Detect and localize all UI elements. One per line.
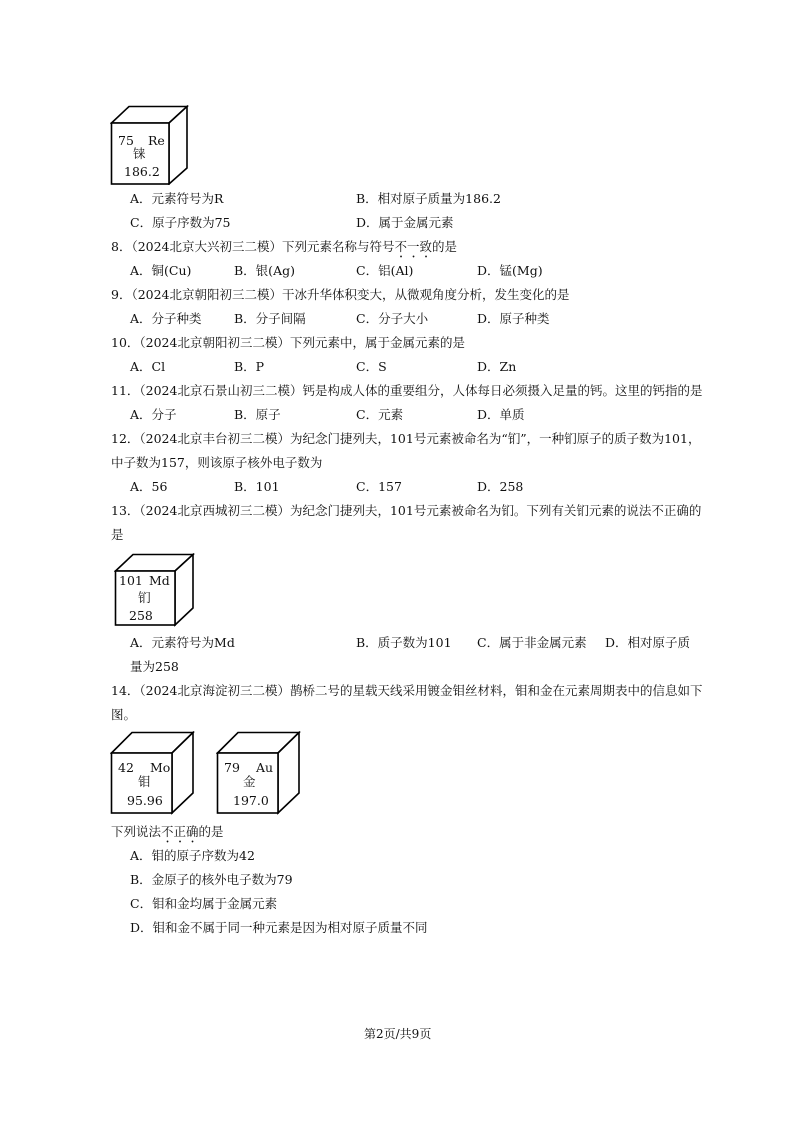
element-symbol: Mo xyxy=(150,760,171,775)
q13-option-c[interactable]: C．属于非金属元素 xyxy=(477,635,587,650)
q13-stem-line1: 13．（2024北京西城初三二模）为纪念门捷列夫，101号元素被命名为钔。下列有关钔元素的说法不正确的 xyxy=(111,503,702,518)
q12-stem-line1: 12．（2024北京丰台初三二模）为纪念门捷列夫，101号元素被命名为“钔”，一种钔原子的质子数为101， xyxy=(111,431,701,446)
q8-option-d[interactable]: D．锰(Mg) xyxy=(477,263,543,278)
q14-prompt-text: 下列说法 xyxy=(111,824,162,839)
q12-option-c[interactable]: C．157 xyxy=(356,479,402,494)
q12-option-b[interactable]: B．101 xyxy=(234,479,280,494)
atomic-number: 42 xyxy=(118,760,134,775)
q8-stem xyxy=(111,239,457,261)
q7-option-c[interactable]: C．原子序数为75 xyxy=(130,215,231,230)
q10-stem: 10．（2024北京朝阳初三二模）下列元素中，属于金属元素的是 xyxy=(111,335,465,350)
q7-option-d[interactable]: D．属于金属元素 xyxy=(356,215,454,230)
q8-option-b[interactable]: B．银(Ag) xyxy=(234,263,295,278)
q12-option-a[interactable]: A．56 xyxy=(130,479,168,494)
q9-option-a[interactable]: A．分子种类 xyxy=(130,311,202,326)
atomic-number: 101 xyxy=(119,573,143,588)
q11-option-a[interactable]: A．分子 xyxy=(130,407,177,422)
element-card-re xyxy=(110,105,190,185)
q9-option-d[interactable]: D．原子种类 xyxy=(477,311,550,326)
q14-option-c[interactable]: C．钼和金均属于金属元素 xyxy=(130,896,278,911)
atomic-mass: 186.2 xyxy=(124,164,160,179)
atomic-mass: 197.0 xyxy=(233,793,269,808)
q14-stem-line1: 14．（2024北京海淀初三二模）鹊桥二号的星载天线采用镀金钼丝材料，钼和金在元素周期表中的信息如下 xyxy=(111,683,703,698)
element-name: 金 xyxy=(243,774,256,789)
element-name: 钔 xyxy=(138,590,151,605)
q12-stem-line2: 中子数为157，则该原子核外电子数为 xyxy=(111,455,323,470)
q13-option-a[interactable]: A．元素符号为Md xyxy=(130,635,235,650)
q14-option-a[interactable]: A．钼的原子序数为42 xyxy=(130,848,255,863)
q11-stem: 11．（2024北京石景山初三二模）钙是构成人体的重要组分，人体每日必须摄入足量的钙。这里的钙指的是 xyxy=(111,383,703,398)
q14-prompt-emphasis: 不正确 xyxy=(161,824,199,839)
q8-stem-emphasis: 不一致 xyxy=(394,239,433,254)
q10-option-d[interactable]: D．Zn xyxy=(477,359,517,374)
q8-stem-text: 8．（2024北京大兴初三二模）下列元素名称与符号 xyxy=(111,239,395,254)
q8-option-c[interactable]: C．铝(Al) xyxy=(356,263,414,278)
q10-option-c[interactable]: C．S xyxy=(356,359,387,374)
q9-option-b[interactable]: B．分子间隔 xyxy=(234,311,306,326)
q11-option-c[interactable]: C．元素 xyxy=(356,407,404,422)
atomic-mass: 258 xyxy=(129,608,153,623)
q14-option-b[interactable]: B．金原子的核外电子数为79 xyxy=(130,872,293,887)
q13-stem-line2: 是 xyxy=(111,527,124,542)
q12-option-d[interactable]: D．258 xyxy=(477,479,524,494)
q13-option-d-continued: 量为258 xyxy=(130,659,179,674)
q8-stem-text-end: 的是 xyxy=(432,239,458,254)
q13-option-d[interactable]: D．相对原子质 xyxy=(605,635,691,650)
q10-option-a[interactable]: A．Cl xyxy=(130,359,166,374)
q8-option-a[interactable]: A．铜(Cu) xyxy=(130,263,192,278)
element-symbol: Md xyxy=(149,573,170,588)
element-name: 铼 xyxy=(133,146,146,161)
q14-prompt-text-end: 的是 xyxy=(198,824,224,839)
element-symbol: Re xyxy=(148,133,165,148)
q14-stem-line2: 图。 xyxy=(111,707,137,722)
atomic-number: 79 xyxy=(224,760,240,775)
q7-option-a[interactable]: A．元素符号为R xyxy=(130,191,224,206)
element-name: 钼 xyxy=(138,774,151,789)
q7-option-b[interactable]: B．相对原子质量为186.2 xyxy=(356,191,501,206)
q14-prompt xyxy=(111,824,224,846)
atomic-mass: 95.96 xyxy=(127,793,163,808)
page-number: 第2页/共9页 xyxy=(364,1027,432,1041)
q11-option-d[interactable]: D．单质 xyxy=(477,407,525,422)
q14-option-d[interactable]: D．钼和金不属于同一种元素是因为相对原子质量不同 xyxy=(130,920,428,935)
element-symbol: Au xyxy=(256,760,274,775)
q13-option-b[interactable]: B．质子数为101 xyxy=(356,635,452,650)
q10-option-b[interactable]: B．P xyxy=(234,359,265,374)
q9-option-c[interactable]: C．分子大小 xyxy=(356,311,429,326)
element-cube-outline xyxy=(114,553,196,628)
q11-option-b[interactable]: B．原子 xyxy=(234,407,281,422)
atomic-number: 75 xyxy=(118,133,134,148)
q9-stem: 9．（2024北京朝阳初三二模）干冰升华体积变大，从微观角度分析，发生变化的是 xyxy=(111,287,570,302)
